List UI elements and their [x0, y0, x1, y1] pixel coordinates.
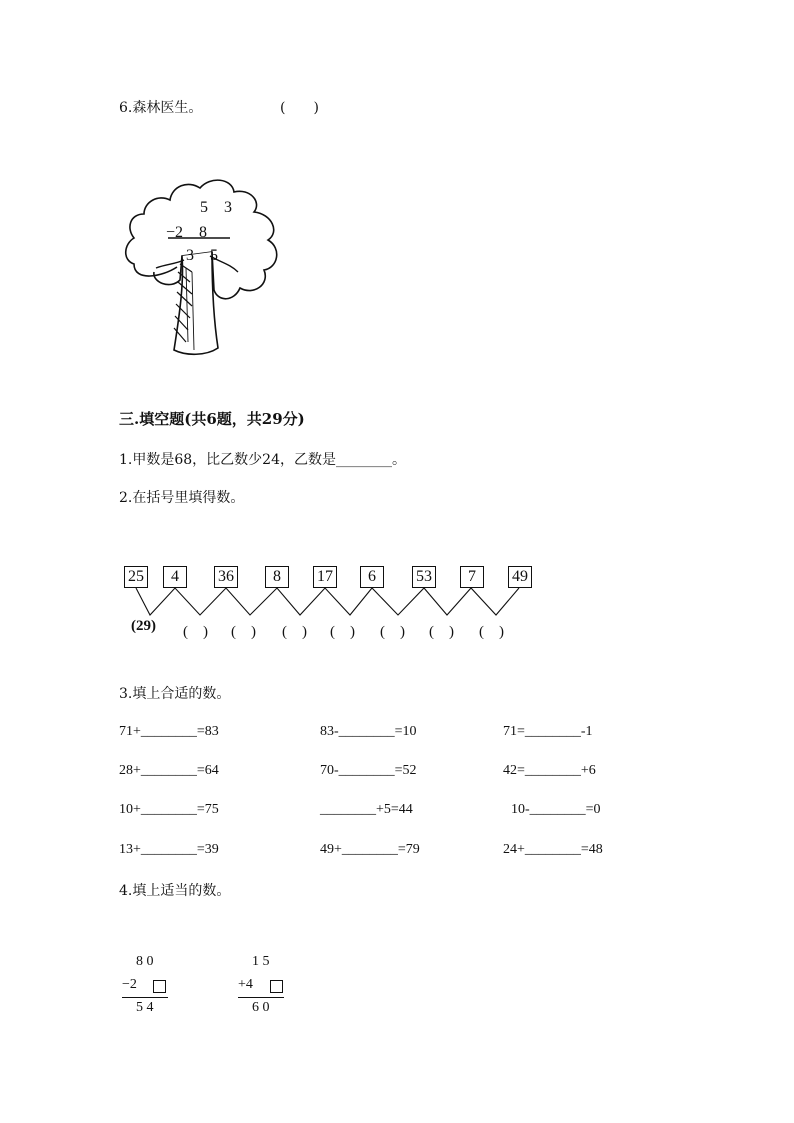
sub-operator-digit: −2 — [122, 977, 137, 992]
equation-r4-c3[interactable]: 24+________=48 — [503, 842, 603, 857]
equation-r1-c1[interactable]: 71+________=83 — [119, 724, 219, 739]
answer-paren-8[interactable]: ( ) — [479, 624, 504, 640]
add-operator-digit: +4 — [238, 977, 253, 992]
answer-paren-1: (29) — [131, 618, 156, 634]
answer-paren-3[interactable]: ( ) — [231, 624, 256, 640]
equation-r4-c1[interactable]: 13+________=39 — [119, 842, 219, 857]
number-box-1: 25 — [124, 566, 148, 588]
tree-top-number: 5 3 — [200, 199, 233, 216]
number-box-2: 4 — [163, 566, 187, 588]
sub-blank-box[interactable] — [153, 980, 166, 993]
equation-r1-c2[interactable]: 83-________=10 — [320, 724, 417, 739]
equation-r2-c2[interactable]: 70-________=52 — [320, 763, 417, 778]
add-divider-line — [238, 997, 284, 998]
add-top-number: 1 5 — [252, 954, 270, 969]
number-box-9: 49 — [508, 566, 532, 588]
vertical-addition — [236, 950, 296, 1020]
add-blank-box[interactable] — [270, 980, 283, 993]
sub-top-number: 8 0 — [136, 954, 154, 969]
equation-r4-c2[interactable]: 49+________=79 — [320, 842, 420, 857]
equation-r3-c2[interactable]: ________+5=44 — [320, 802, 413, 817]
q6-answer-paren[interactable]: ( ) — [280, 100, 319, 116]
sub-divider-line — [122, 997, 168, 998]
answer-paren-7[interactable]: ( ) — [429, 624, 454, 640]
answer-paren-5[interactable]: ( ) — [330, 624, 355, 640]
sub-result: 5 4 — [136, 1000, 154, 1015]
equation-r3-c3[interactable]: 10-________=0 — [511, 802, 601, 817]
section3-title: 三.填空题(共6题，共29分) — [119, 410, 305, 428]
answer-paren-4[interactable]: ( ) — [282, 624, 307, 640]
number-box-5: 17 — [313, 566, 337, 588]
equation-r3-c1[interactable]: 10+________=75 — [119, 802, 219, 817]
equation-r2-c1[interactable]: 28+________=64 — [119, 763, 219, 778]
number-box-3: 36 — [214, 566, 238, 588]
q3-text: 3.填上合适的数。 — [119, 686, 231, 702]
number-box-6: 6 — [360, 566, 384, 588]
answer-paren-6[interactable]: ( ) — [380, 624, 405, 640]
equation-r1-c3[interactable]: 71=________-1 — [503, 724, 593, 739]
answer-paren-2[interactable]: ( ) — [183, 624, 208, 640]
q1-text: 1.甲数是68，比乙数少24，乙数是________。 — [119, 452, 406, 468]
number-box-4: 8 — [265, 566, 289, 588]
tree-subtrahend: −2 8 — [166, 224, 208, 241]
number-box-7: 53 — [412, 566, 436, 588]
vertical-subtraction — [120, 950, 180, 1020]
add-result: 6 0 — [252, 1000, 270, 1015]
tree-illustration — [122, 172, 287, 362]
q2-text: 2.在括号里填得数。 — [119, 490, 245, 506]
q4-text: 4.填上适当的数。 — [119, 883, 231, 899]
equation-r2-c3[interactable]: 42=________+6 — [503, 763, 596, 778]
q6-label: 6.森林医生。 — [119, 100, 203, 116]
number-box-8: 7 — [460, 566, 484, 588]
q2-number-zigzag — [0, 560, 794, 650]
tree-result: 3 5 — [186, 247, 219, 264]
